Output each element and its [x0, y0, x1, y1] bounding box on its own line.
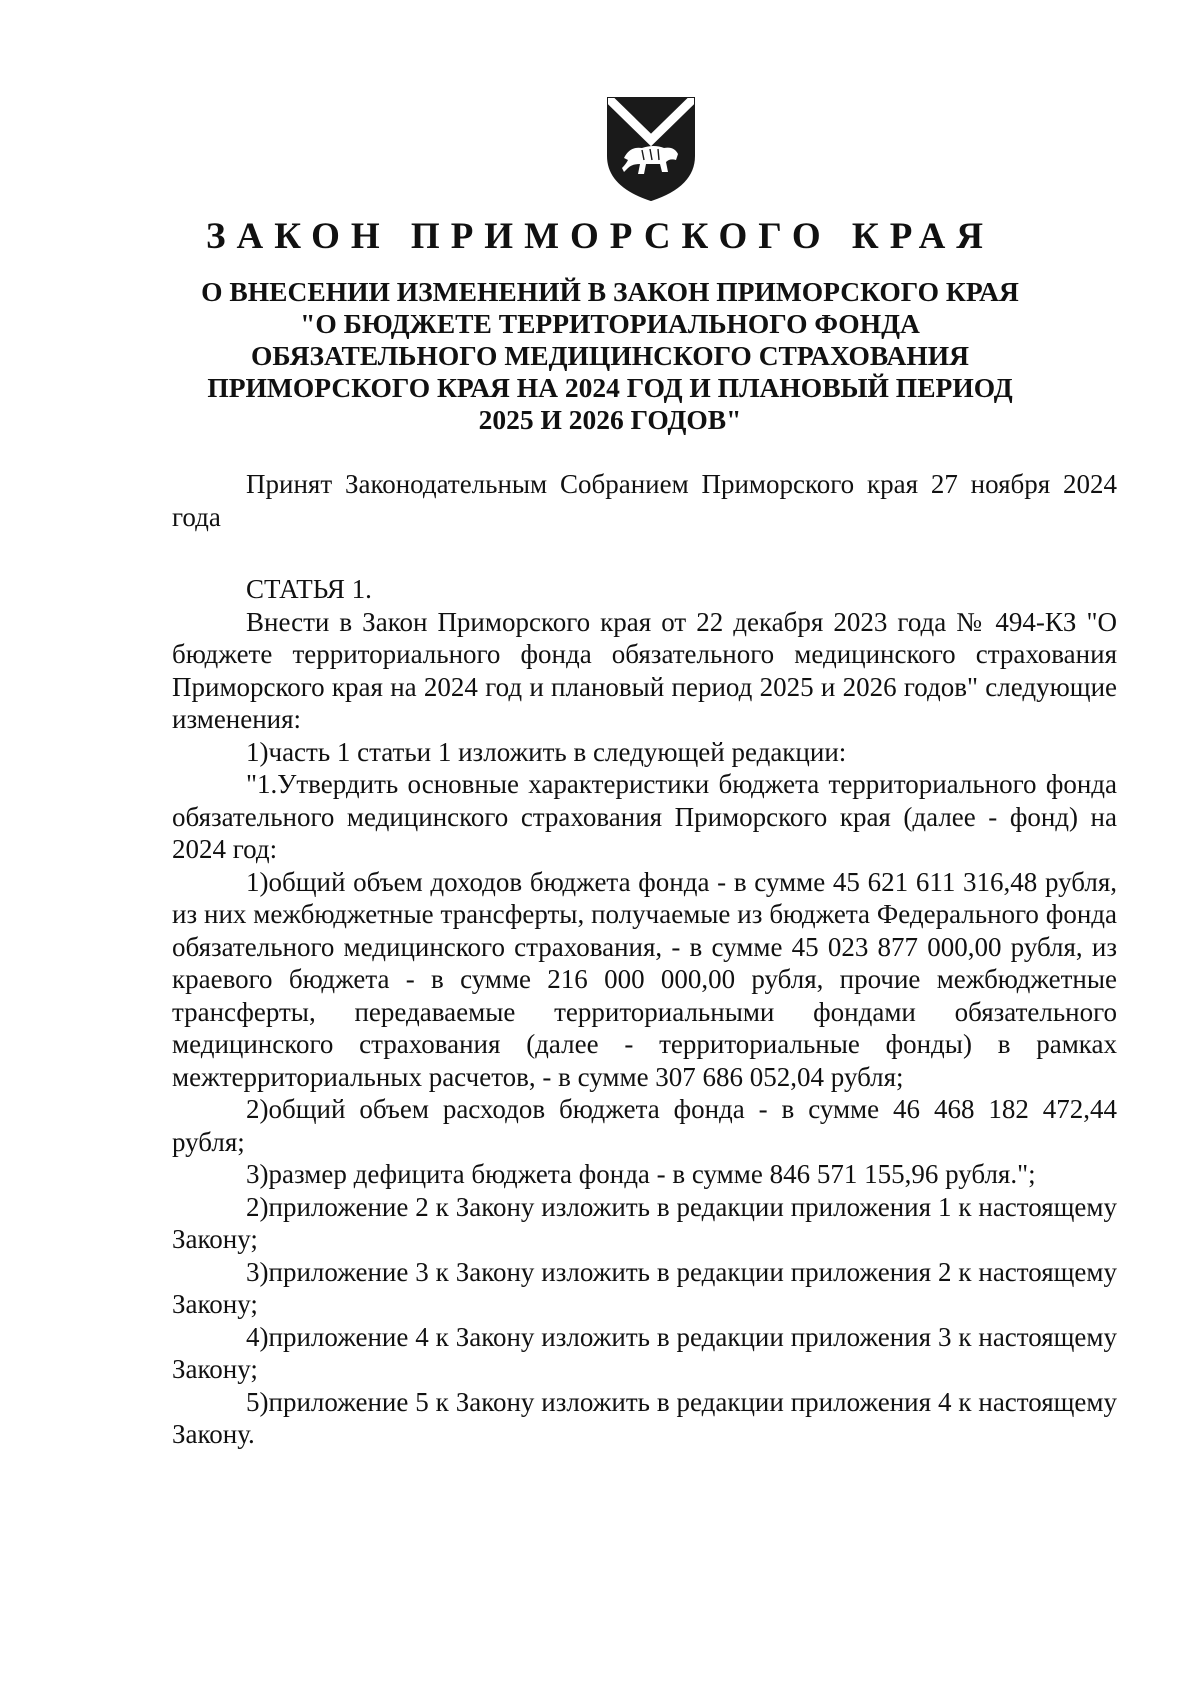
law-subtitle: [150, 276, 1070, 436]
paragraph: 1)общий объем доходов бюджета фонда - в сумме 45 621 611 316,48 рубля, из них межбюджетные трансферты, получаемые из бюджета Федерального фонда обязательного медицинского страхования, - в сумме 45 023 877 000,00 рубля, из краевого бюджета - в сумме 216 000 000,00 рубля, прочие межбюджетные трансферты, передаваемые территориальными фондами обязательного медицинского страхования (далее - территориальные фонды) в рамках межтерриториальных расчетов, - в сумме 307 686 052,04 рубля;: [172, 866, 1117, 1092]
subtitle-line: ПРИМОРСКОГО КРАЯ НА 2024 ГОД И ПЛАНОВЫЙ ПЕРИОД: [207, 372, 1013, 403]
spacer: [172, 533, 1117, 573]
paragraph: 3)приложение 3 к Закону изложить в редакции приложения 2 к настоящему Закону;: [172, 1256, 1117, 1319]
paragraph: 2)общий объем расходов бюджета фонда - в сумме 46 468 182 472,44 рубля;: [172, 1094, 1117, 1157]
paragraph: "1.Утвердить основные характеристики бюджета территориального фонда обязательного медицинского страхования Приморского края (далее - фонд) на 2024 год:: [172, 769, 1117, 864]
subtitle-line: "О БЮДЖЕТЕ ТЕРРИТОРИАЛЬНОГО ФОНДА: [300, 308, 920, 339]
subtitle-line: 2025 И 2026 ГОДОВ": [478, 404, 742, 435]
paragraph: 1)часть 1 статьи 1 изложить в следующей редакции:: [246, 736, 847, 767]
coat-of-arms-icon: [602, 94, 700, 204]
paragraph: Внести в Закон Приморского края от 22 декабря 2023 года № 494-КЗ "О бюджете территориального фонда обязательного медицинского страхования Приморского края на 2024 год и плановый период 2025 и 2026 годов" следующие изменения:: [172, 606, 1117, 734]
paragraph: 2)приложение 2 к Закону изложить в редакции приложения 1 к настоящему Закону;: [172, 1191, 1117, 1254]
adoption-note: Принят Законодательным Собранием Приморского края 27 ноября 2024 года: [172, 469, 1117, 532]
article-heading: СТАТЬЯ 1.: [246, 574, 372, 604]
paragraph: 3)размер дефицита бюджета фонда - в сумме 846 571 155,96 рубля.";: [246, 1159, 1036, 1189]
paragraph: 4)приложение 4 к Закону изложить в редакции приложения 3 к настоящему Закону;: [172, 1321, 1117, 1384]
document-body: [172, 468, 1117, 1451]
law-title: ЗАКОН ПРИМОРСКОГО КРАЯ: [205, 216, 995, 257]
paragraph: 5)приложение 5 к Закону изложить в редакции приложения 4 к настоящему Закону.: [172, 1386, 1117, 1449]
subtitle-line: ОБЯЗАТЕЛЬНОГО МЕДИЦИНСКОГО СТРАХОВАНИЯ: [251, 340, 969, 371]
subtitle-line: О ВНЕСЕНИИ ИЗМЕНЕНИЙ В ЗАКОН ПРИМОРСКОГО КРАЯ: [201, 276, 1019, 307]
